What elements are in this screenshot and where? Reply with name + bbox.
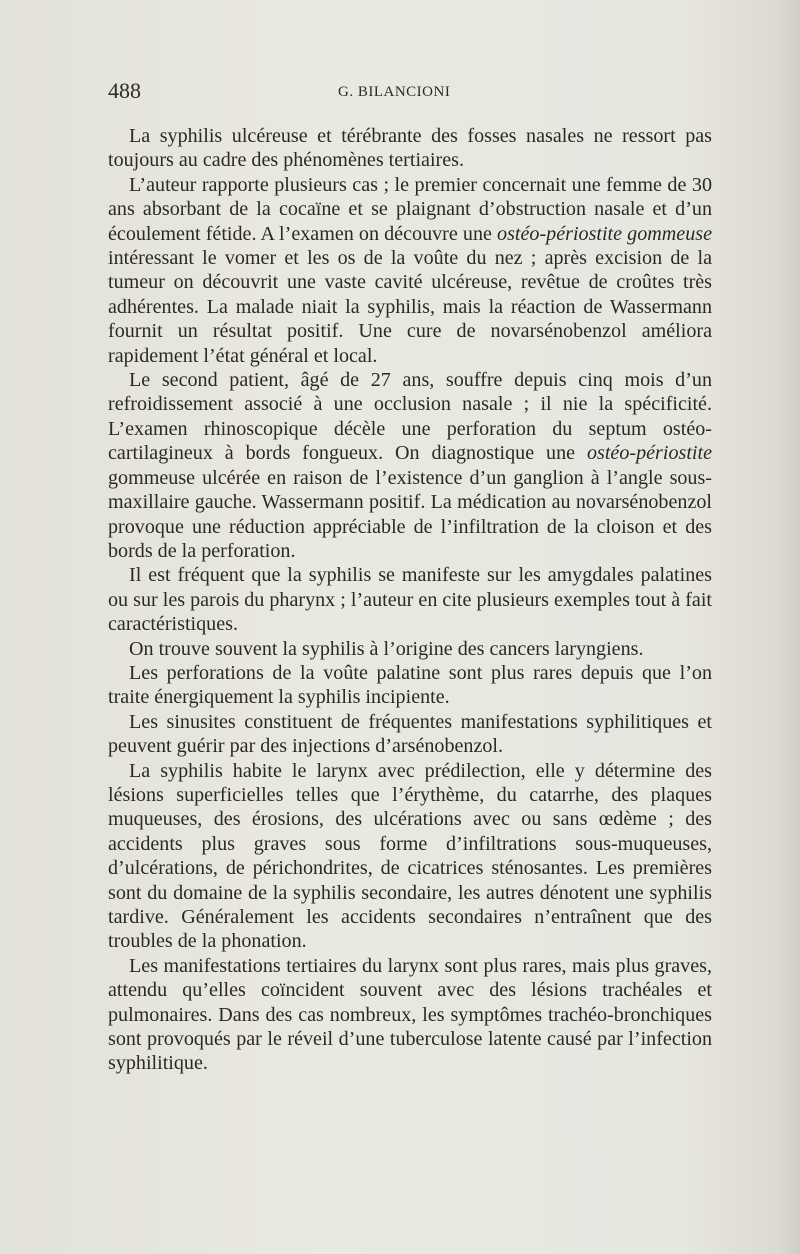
paragraph	[108, 710, 712, 759]
body-text	[108, 124, 712, 1076]
italic-term: ostéo-périostite gommeuse	[497, 222, 712, 245]
paragraph	[108, 368, 712, 563]
page-number: 488	[108, 78, 141, 103]
page-header	[108, 78, 712, 108]
text-run: gommeuse ulcérée en raison de l’existence d’un ganglion à l’angle sous-maxillaire gauche. Wassermann positif. La médication au novarsénobenzol provoque une réduction appréciable de l’infiltration de la cloison et des bords de la perforation.	[108, 466, 712, 562]
paragraph	[108, 637, 712, 661]
paragraph	[108, 563, 712, 636]
text-run: Les manifestations tertiaires du larynx sont plus rares, mais plus graves, attendu qu’elles coïncident souvent avec des lésions trachéales et pulmonaires. Dans des cas nombreux, les symptômes trachéo-bronchiques sont provoqués par le réveil d’une tuberculose latente causé par l’infection syphilitique.	[108, 954, 712, 1075]
text-run: intéressant le vomer et les os de la voûte du nez ; après excision de la tumeur on découvrit une vaste cavité ulcéreuse, revêtue de croûtes très adhérentes. La malade niait la syphilis, mais la réaction de Wassermann fournit un résultat positif. Une cure de novarsénobenzol améliora rapidement l’état général et local.	[108, 247, 712, 367]
text-run: Les sinusites constituent de fréquentes manifestations syphilitiques et peuvent guérir par des injections d’arsénobenzol.	[108, 710, 712, 758]
paragraph	[108, 173, 712, 368]
paragraph	[108, 954, 712, 1076]
text-run: Les perforations de la voûte palatine sont plus rares depuis que l’on traite énergiquement la syphilis incipiente.	[108, 661, 712, 709]
paragraph	[108, 124, 712, 173]
running-head-author: G. BILANCIONI	[338, 84, 451, 100]
text-run: L’auteur rapporte plusieurs cas ; le premier concernait une femme de 30 ans absorbant de la cocaïne et se plaignant d’obstruction nasale et d’un écoulement fétide. A l’examen on découvre une	[108, 173, 712, 245]
text-run: La syphilis habite le larynx avec prédilection, elle y détermine des lésions superficielles telles que l’érythème, du catarrhe, des plaques muqueuses, des érosions, des ulcérations avec ou sans œdème ; des accidents plus graves sous forme d’infiltrations sous-muqueuses, d’ulcérations, de périchondrites, de cicatrices sténosantes. Les premières sont du domaine de la syphilis secondaire, les autres dénotent une syphilis tardive. Généralement les accidents secondaires n’entraînent que des troubles de la phonation.	[108, 759, 712, 953]
italic-term: ostéo-périostite	[586, 442, 712, 465]
text-run: La syphilis ulcéreuse et térébrante des fosses nasales ne ressort pas toujours au cadre des phénomènes tertiaires.	[108, 125, 712, 172]
text-run: On trouve souvent la syphilis à l’origine des cancers laryngiens.	[129, 637, 644, 660]
text-run: Il est fréquent que la syphilis se manifeste sur les amygdales palatines ou sur les parois du pharynx ; l’auteur en cite plusieurs exemples tout à fait caractéristiques.	[108, 564, 712, 636]
text-run: Le second patient, âgé de 27 ans, souffre depuis cinq mois d’un refroidissement associé à une occlusion nasale ; il nie la spécificité. L’examen rhinoscopique décèle une perforation du septum ostéo-cartilagineux à bords fongueux. On diagnostique une	[108, 369, 712, 465]
paragraph	[108, 759, 712, 954]
paragraph	[108, 661, 712, 710]
